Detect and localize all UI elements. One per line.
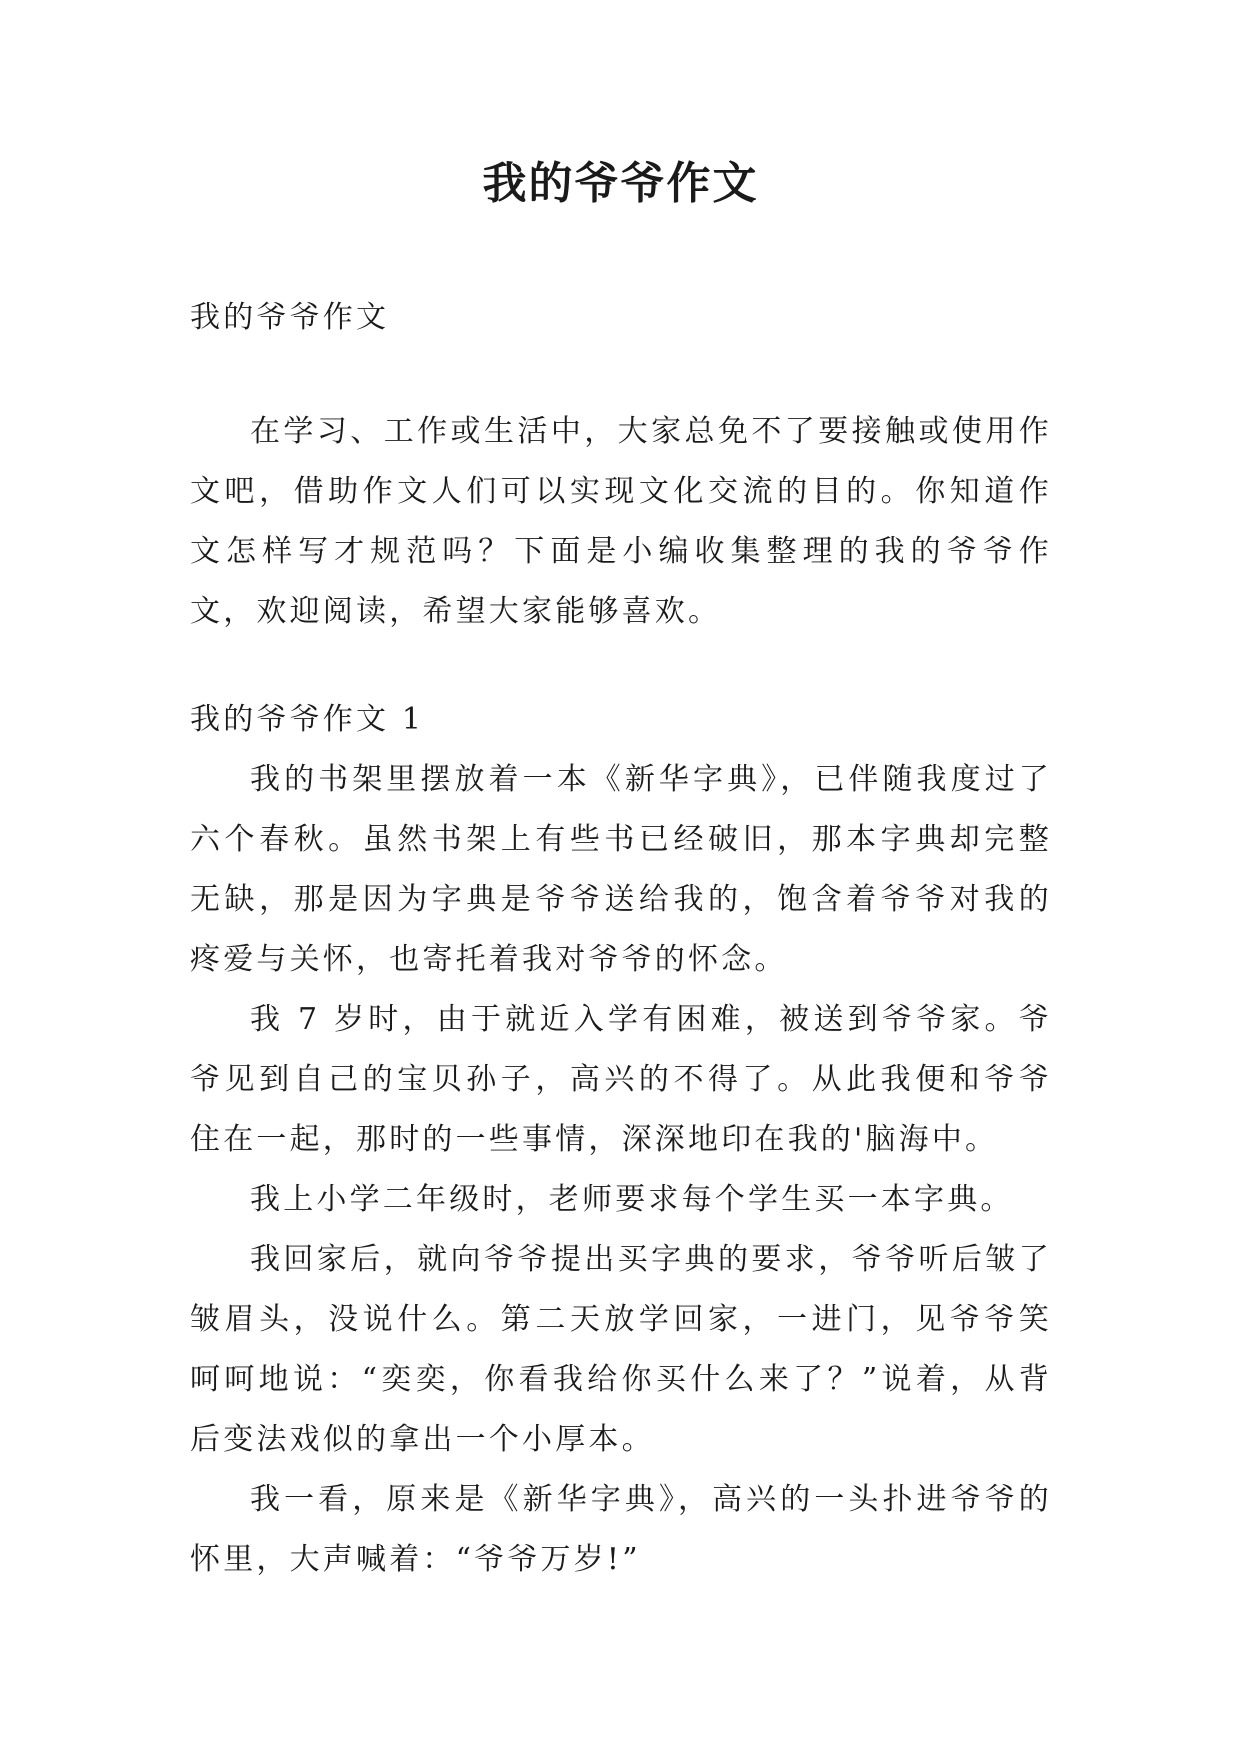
essay-section-1	[190, 690, 1052, 1590]
document-title: 我的爷爷作文	[482, 158, 759, 209]
essay-paragraph: 我回家后，就向爷爷提出买字典的要求，爷爷听后皱了皱眉头，没说什么。第二天放学回家，一进门，见爷爷笑呵呵地说：“奕奕，你看我给你买什么来了？”说着，从背后变法戏似的拿出一个小厚本。	[190, 1242, 1052, 1457]
essay-paragraph: 我 7 岁时，由于就近入学有困难，被送到爷爷家。爷爷见到自己的宝贝孙子，高兴的不得了。从此我便和爷爷住在一起，那时的一些事情，深深地印在我的'脑海中。	[190, 1002, 1052, 1157]
intro-block	[190, 402, 1052, 642]
essay-paragraph: 我一看，原来是《新华字典》，高兴的一头扑进爷爷的怀里，大声喊着：“爷爷万岁!”	[190, 1482, 1052, 1577]
document-subtitle: 我的爷爷作文	[190, 300, 390, 335]
section-heading: 我的爷爷作文 1	[190, 702, 425, 737]
essay-paragraph: 我的书架里摆放着一本《新华字典》，已伴随我度过了六个春秋。虽然书架上有些书已经破旧，那本字典却完整无缺，那是因为字典是爷爷送给我的，饱含着爷爷对我的疼爱与关怀，也寄托着我对爷爷的怀念。	[190, 762, 1052, 977]
intro-paragraph: 在学习、工作或生活中，大家总免不了要接触或使用作文吧，借助作文人们可以实现文化交流的目的。你知道作文怎样写才规范吗？下面是小编收集整理的我的爷爷作文，欢迎阅读，希望大家能够喜欢。	[190, 414, 1052, 629]
essay-paragraph: 我上小学二年级时，老师要求每个学生买一本字典。	[250, 1182, 1014, 1217]
